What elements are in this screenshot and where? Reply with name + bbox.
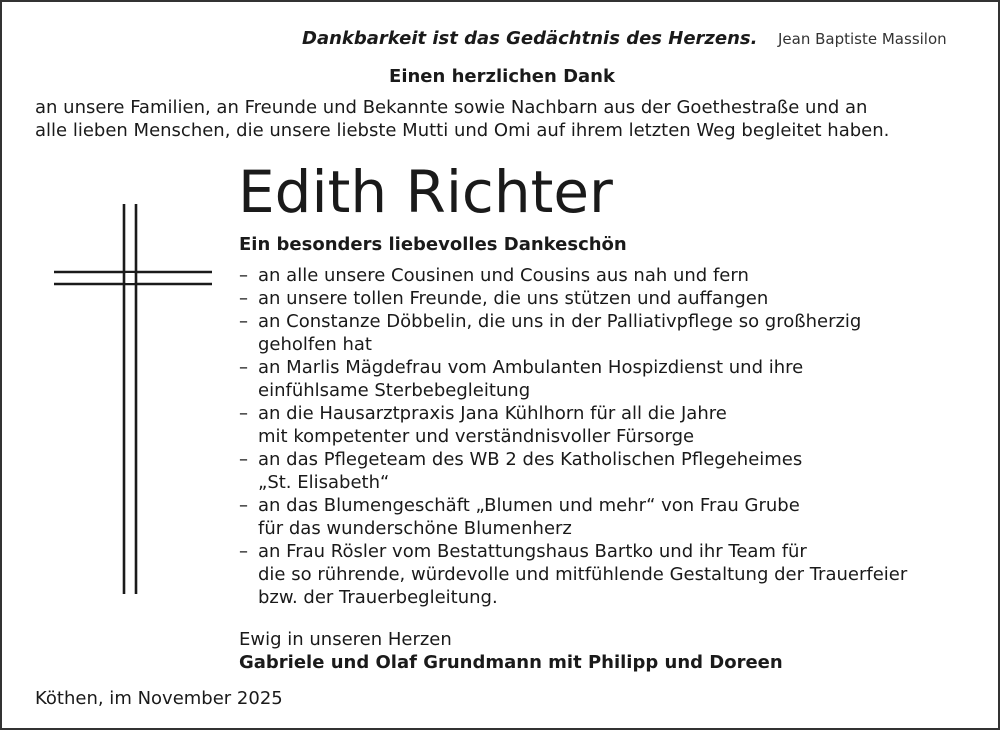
thanks-item bbox=[239, 540, 979, 609]
thanks-item bbox=[239, 494, 979, 540]
thanks-list bbox=[239, 264, 979, 609]
list-dash: – bbox=[239, 265, 248, 286]
thanks-item-line: einfühlsame Sterbebegleitung bbox=[258, 380, 531, 401]
thanks-item-line: an unsere tollen Freunde, die uns stützen und auffangen bbox=[258, 288, 769, 309]
thanks-item bbox=[239, 264, 979, 287]
thanks-item-line: an das Blumengeschäft „Blumen und mehr“ von Frau Grube bbox=[258, 495, 800, 516]
intro-paragraph bbox=[35, 96, 985, 142]
thanks-item bbox=[239, 310, 979, 356]
list-dash: – bbox=[239, 288, 248, 309]
thanks-item-line: bzw. der Trauerbegleitung. bbox=[258, 587, 498, 608]
thanks-item-line: die so rührende, würdevolle und mitfühlende Gestaltung der Trauerfeier bbox=[258, 564, 908, 585]
thanks-item-line: geholfen hat bbox=[258, 334, 372, 355]
thanks-item-line: „St. Elisabeth“ bbox=[258, 472, 390, 493]
thanks-item bbox=[239, 287, 979, 310]
thanks-item-line: mit kompetenter und verständnisvoller Fürsorge bbox=[258, 426, 695, 447]
thanks-item bbox=[239, 402, 979, 448]
cross-icon bbox=[42, 200, 222, 600]
thanks-heading: Einen herzlichen Dank bbox=[389, 66, 615, 87]
intro-line: alle lieben Menschen, die unsere liebste Mutti und Omi auf ihrem letzten Weg begleitet haben. bbox=[35, 120, 890, 141]
thanks-item-line: an die Hausarztpraxis Jana Kühlhorn für all die Jahre bbox=[258, 403, 727, 424]
thanks-item-line: an Frau Rösler vom Bestattungshaus Bartko und ihr Team für bbox=[258, 541, 807, 562]
list-dash: – bbox=[239, 403, 248, 424]
thanks-item bbox=[239, 448, 979, 494]
family-signature: Gabriele und Olaf Grundmann mit Philipp und Doreen bbox=[239, 652, 783, 673]
thanks-item-line: an alle unsere Cousinen und Cousins aus nah und fern bbox=[258, 265, 749, 286]
thanks-item bbox=[239, 356, 979, 402]
thanks-item-line: an Constanze Döbbelin, die uns in der Palliativpflege so großherzig bbox=[258, 311, 862, 332]
list-dash: – bbox=[239, 357, 248, 378]
epigraph-quote: Dankbarkeit ist das Gedächtnis des Herzens. bbox=[302, 28, 758, 49]
list-dash: – bbox=[239, 449, 248, 470]
thanks-item-line: an Marlis Mägdefrau vom Ambulanten Hospizdienst und ihre bbox=[258, 357, 804, 378]
intro-line: an unsere Familien, an Freunde und Bekannte sowie Nachbarn aus der Goethestraße und an bbox=[35, 97, 868, 118]
thanks-item-line: an das Pflegeteam des WB 2 des Katholischen Pflegeheimes bbox=[258, 449, 803, 470]
epigraph-author: Jean Baptiste Massilon bbox=[778, 30, 947, 48]
list-dash: – bbox=[239, 495, 248, 516]
thanks-item-line: für das wunderschöne Blumenherz bbox=[258, 518, 572, 539]
closing bbox=[239, 628, 783, 674]
place-date: Köthen, im November 2025 bbox=[35, 688, 283, 709]
special-thanks-heading: Ein besonders liebevolles Dankeschön bbox=[239, 234, 627, 255]
list-dash: – bbox=[239, 311, 248, 332]
list-dash: – bbox=[239, 541, 248, 562]
epigraph bbox=[2, 28, 1000, 54]
deceased-name: Edith Richter bbox=[238, 158, 613, 226]
closing-line: Ewig in unseren Herzen bbox=[239, 629, 452, 650]
